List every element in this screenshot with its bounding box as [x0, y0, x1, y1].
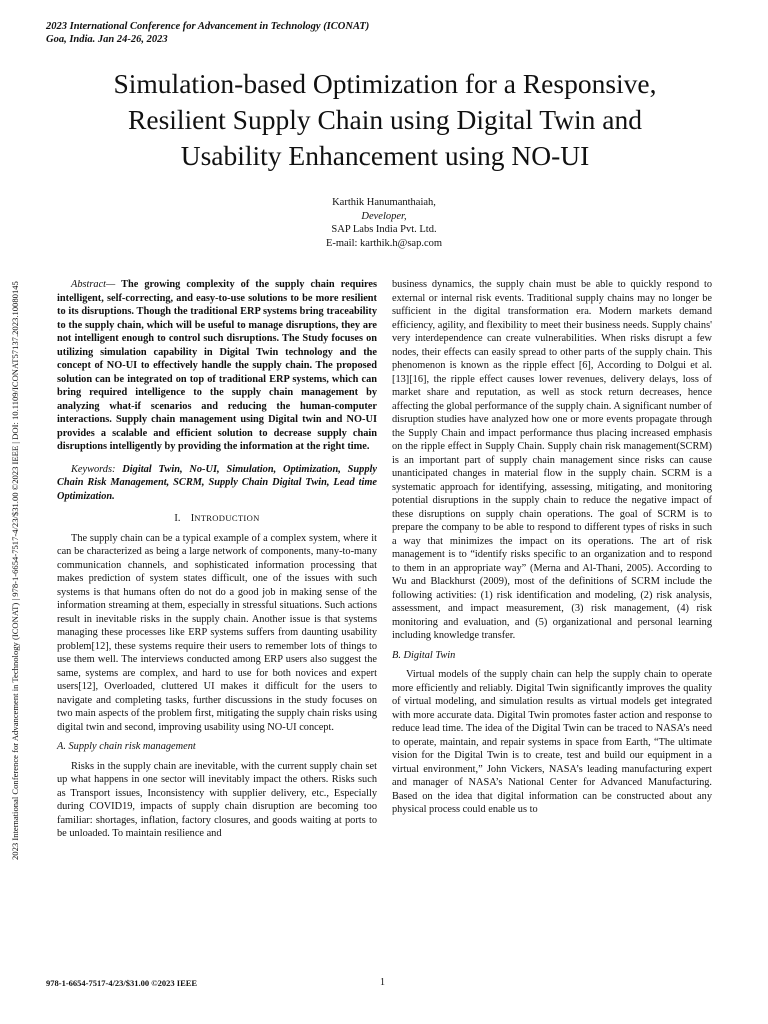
abstract-text: The growing complexity of the supply chain requires intelligent, self-correcting, and easy-to-use solutions to be more resilient to its disruptions. Though the traditional ERP systems bring traceability to the supply chain, which will be useful to manage disruptions, they are not intelligent enough to control such disruptions. The Study focuses on utilizing simulation capability in Digital Twin technology and the concept of NO-UI to effectively handle the supply chain. The proposed solution can be integrated on top of traditional ERP systems, which can bring required intelligence to the supply chain management by analyzing what-if scenarios and reducing the human-computer interactions. Supply chain management using Digital twin and NO-UI provides a scalable and efficient solution to decrease supply chain disruptions intelligently by providing the information at the right time.: [57, 279, 377, 452]
keywords-text: Digital Twin, No-UI, Simulation, Optimization, Supply Chain Risk Management, SCRM, Supply Chain Digital Twin, Lead time Optimization.: [57, 463, 377, 502]
abstract-label: Abstract—: [71, 279, 116, 290]
author-email: E-mail: karthik.h@sap.com: [325, 237, 443, 249]
author-affiliation: SAP Labs India Pvt. Ltd.: [331, 224, 437, 236]
section-title: NTRODUCTION: [194, 513, 260, 523]
title-line-3: Usability Enhancement using NO-UI: [180, 140, 590, 171]
subsection-heading-b: B. Digital Twin: [392, 649, 456, 661]
author-name: Karthik Hanumanthaiah,: [332, 197, 436, 208]
keywords-label: Keywords:: [71, 463, 116, 475]
subsection-heading-a: A. Supply chain risk management: [57, 741, 196, 752]
side-doi-strip: [9, 160, 21, 860]
section-first-letter: I: [190, 513, 195, 524]
right-column: [392, 278, 712, 817]
digital-twin-paragraph: Virtual models of the supply chain can help the supply chain to operate more efficiently and reliably. Digital Twin significantly improves the quality of virtual modeling, and simulation results as virtual models get integrated with more accurate data. Digital Twin promotes faster action and response to reduce lead time. The idea of the Digital Twin can be traced to NASA’s need to operate, maintain, and repair systems in space from Earth, “The ultimate vision for the Digital Twin is to create, test and build our equipment in a virtual environment,” John Vickers, NASA’s leading manufacturing expert and manager of NASA’s National Center for Advanced Manufacturing. Based on the idea that digital information can be constructed about any physical process could enable us to: [392, 669, 712, 815]
side-doi-text: 2023 International Conference for Advancement in Technology (ICONAT) | 978-1-6654-7517-4/23/$31.00 ©2023 IEEE | DOI: 10.1109/ICONAT57137.2023.10080145: [10, 281, 20, 860]
title-line-2: Resilient Supply Chain using Digital Twin and: [128, 104, 642, 135]
conference-name: 2023 International Conference for Advancement in Technology (ICONAT): [46, 21, 370, 32]
author-role: Developer,: [361, 210, 407, 222]
section-heading-introduction: [57, 512, 377, 526]
risk-continuation-paragraph: business dynamics, the supply chain must be able to quickly respond to external or internal risk events. Traditional supply chains may no longer be sufficient in the digital transformation era. Modern markets demand efficiency, agility, and flexibility to meet their business needs. Supply chains' very interdependence can create vulnerabilities. When risks disrupt a few nodes, their effects can easily spread to other parts of the supply chain. This phenomenon is known as the ripple effect [6], According to Dolgui et al. [13][16], the ripple effect causes lower revenues, delivery delays, loss of market share and reputation, as well as stock return decreases, hence affecting the global performance of the supply chain. A significant number of disruption studies have analyzed how one or more events propagate through the Supply Chain and impact performance thus placing increased emphasis on the ripple effect in Supply Chain. Supply chain risk management(SCRM) is an important part of supply chain management since risks can cause unanticipated changes in material flow in the supply chain. SCRM is a systematic approach for identifying, assessing, mitigating, and monitoring potential disruptions in the supply chain to reduce the negative impact of these disruptions on supply chain operations. The goal of SCRM is to prepare the company to be able to respond to different types of risks in such a way that minimizes the impact on its operations. The art of risk management is to “identify risks specific to an organization and to respond to them in an appropriate way” (Merna and Al-Thani, 2005). According to Wu and Blackhurst (2009), most of the definitions of SCRM include the following activities: (1) risk identification and modeling, (2) risk analysis, assessment, and impact measurement, (3) risk management, (4) risk monitoring and evaluation, and (5) organizational and personal learning including knowledge transfer.: [392, 279, 712, 641]
left-column: [57, 278, 377, 841]
conference-header: [46, 20, 369, 46]
risk-management-paragraph: Risks in the supply chain are inevitable, with the current supply chain set up what happens in one sector will inevitably impact the others. Risks such as Transport issues, Inconsistency with supplier delivery, etc., Especially during COVID19, impacts of supply chain disruption are becoming too familiar: shortages, inflation, factory closures, and goods waiting at ports to be unloaded. To maintain resilience and: [57, 760, 377, 839]
paper-title: [60, 66, 710, 174]
footer-isbn: 978-1-6654-7517-4/23/$31.00 ©2023 IEEE: [46, 978, 198, 988]
introduction-paragraph: The supply chain can be a typical example of a complex system, where it can be characterized as being a large network of components, many-to-many communication channels, and sophisticated information processing that makes prediction of system states difficult, one of the issues with such systems is that humans often do not do a good job in making sense of the information streaming at them, especially in stressful situations. Such actions result in inevitable risks in the supply chain. Another issue is that systems managing these processes like ERP systems suffers from daunting usability problem[12], these systems require their users to remember lots of things to use them well. The interviews conducted among ERP users also suggest the same, systems are complex, and hard to use for both novices and expert users[12], Overloaded, cluttered UI makes it difficult for the users to navigate and completing tasks, further discussions in the study focuses on two main aspects of the problem first, mitigating the supply chain risks using digital twin and second, improving usability using NO-UI concept.: [57, 532, 377, 733]
keywords: [57, 463, 377, 504]
title-line-1: Simulation-based Optimization for a Responsive,: [113, 68, 657, 99]
page-number: 1: [380, 977, 385, 988]
conference-location: Goa, India. Jan 24-26, 2023: [46, 34, 168, 45]
author-block: [234, 196, 534, 250]
abstract: [57, 278, 377, 454]
section-number: I.: [174, 513, 181, 524]
